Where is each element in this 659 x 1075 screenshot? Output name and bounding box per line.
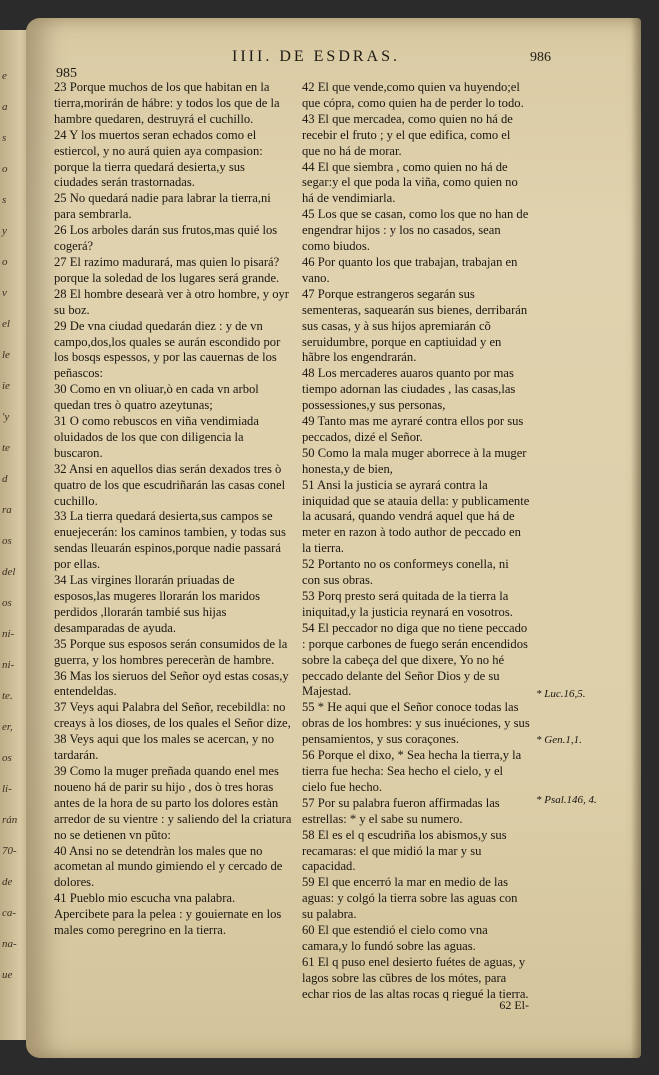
- facing-page-fragment: a: [2, 101, 8, 113]
- facing-page-fragment: 70-: [2, 845, 17, 857]
- facing-page-fragment: rán: [2, 814, 18, 826]
- margin-note: * Luc.16,5.: [536, 688, 586, 700]
- verse: 45 Los que se casan, como los que no han de engendrar hijos : y los no casados, sean como biudos.: [302, 207, 529, 254]
- facing-page-fragment: v: [2, 287, 7, 299]
- facing-page-fragment: ue: [2, 969, 13, 981]
- verse: 53 Porq presto será quitada de la tierra la iniquitad,y la justicia reynará en vosotros.: [302, 589, 513, 619]
- verse: 30 Como en vn oliuar,ò en cada vn arbol quedan tres ò quatro azeytunas;: [54, 382, 259, 413]
- verse: 34 Las virgines llorarán priuadas de esposos,las mugeres llorarán los maridos perdidos ,llorarán tambié sus hijas desamparadas de ayuda.: [54, 573, 261, 635]
- facing-page-fragment: te: [2, 442, 10, 454]
- verse: 46 Por quanto los que trabajan, trabajan en vano.: [302, 254, 518, 285]
- verse: 39 Como la muger preñada quando enel mes noueno há de parir su hijo , dos ò tres horas antes de la hora de su parto los dolores estàn arredor de su vientre : y saliendo del la criatura no se detienen vn pũto:: [54, 763, 292, 842]
- facing-page-fragment: os: [2, 535, 12, 547]
- margin-note: * Gen.1,1.: [536, 734, 582, 746]
- facing-page-fragment: li-: [2, 783, 12, 795]
- verse: 24 Y los muertos seran echados como el estiercol, y no aurá quien aya compasion: porque la tierra quedará desierta,y sus ciudades serán trastornadas.: [54, 127, 263, 190]
- facing-page-fragment: del: [2, 566, 16, 578]
- facing-page-fragment: d: [2, 473, 8, 485]
- facing-page-fragment: s: [2, 132, 7, 144]
- facing-page-fragment: de: [2, 876, 13, 888]
- facing-page-fragment: te.: [2, 690, 13, 702]
- page-number-right: 986: [530, 50, 551, 65]
- facing-page-fragment: ni-: [2, 628, 15, 640]
- verse: 49 Tanto mas me ayraré contra ellos por sus peccados, dizé el Señor.: [302, 414, 524, 444]
- verse: 38 Veys aqui que los males se acercan, y no tardarán.: [54, 732, 275, 763]
- facing-page-fragment: ie: [2, 380, 10, 392]
- facing-page-fragment: os: [2, 752, 12, 764]
- verse: 36 Mas los sieruos del Señor oyd estas cosas,y entendeldas.: [54, 668, 289, 699]
- page-edge-shadow: [631, 18, 641, 1058]
- verse: 26 Los arboles darán sus frutos,mas quié los cogerá?: [54, 223, 278, 254]
- verse: 28 El hombre desearà ver à otro hombre, y oyr su boz.: [54, 286, 290, 317]
- running-title: IIII. DE ESDRAS.: [232, 48, 400, 65]
- verse: 60 El que estendió el cielo como vna camara,y lo fundó sobre las aguas.: [302, 923, 488, 953]
- facing-page-fragment: ni-: [2, 659, 15, 671]
- facing-page-fragment: s: [2, 194, 7, 206]
- verse: 41 Pueblo mio escucha vna palabra. Apercibete para la pelea : y gouiernate en los males como peregrino en la tierra.: [54, 891, 282, 938]
- verse: 52 Portanto no os conformeys conella, ni con sus obras.: [302, 557, 509, 588]
- verse: 35 Porque sus esposos serán consumidos de la guerra, y los hombres pereceràn de hambre.: [54, 636, 288, 667]
- text-column-left: [54, 80, 292, 939]
- book-page: [26, 18, 641, 1058]
- verse: 40 Ansi no se detendràn los males que no acometan al mundo gimiendo el y cercado de dolores.: [54, 843, 283, 890]
- verse: 50 Como la mala muger aborrece à la muger honesta,y de bien,: [302, 445, 527, 476]
- verse: 44 El que siembra , como quien no há de segar:y el que poda la viña, como quien no há de vendimiarla.: [302, 159, 518, 206]
- verse: 47 Porque estrangeros segarán sus sementeras, saquearán sus bienes, derribarán sus casas, y à sus hijos apremiarán cõ seruidumbre, porque en captiuidad y en hãbre los engendrarán.: [302, 286, 528, 365]
- facing-page-fragment: ra: [2, 504, 12, 516]
- facing-page-fragment: er,: [2, 721, 13, 733]
- verse: 29 De vna ciudad quedarán diez : y de vn campo,dos,los quales se aurán escondido por los bosqs espessos, y por las cauernas de los peñascos:: [54, 318, 281, 381]
- verse: 57 Por su palabra fueron affirmadas las estrellas: * y el sabe su numero.: [302, 795, 500, 826]
- facing-page-fragment: o: [2, 256, 8, 268]
- verse: 48 Los mercaderes auaros quanto por mas tiempo adornan las ciudades , las casas,las possessiones,y sus personas,: [302, 366, 516, 413]
- verse: 61 El q puso enel desierto fuétes de aguas, y lagos sobre las cũbres de los mótes, para echar rios de las altas rocas q riegué la tierra.: [302, 954, 529, 1001]
- facing-page-fragment: na-: [2, 938, 17, 950]
- facing-page-fragment: o: [2, 163, 8, 175]
- verse: 23 Porque muchos de los que habitan en la tierra,morirán de hábre: y todos los que de la hambre quedaren, destruyrá el cuchillo.: [54, 80, 280, 126]
- facing-page-fragment: e: [2, 70, 7, 82]
- facing-page-fragment: os: [2, 597, 12, 609]
- verse: 56 Porque el dixo, * Sea hecha la tierra,y la tierra fue hecha: Sea hecho el cielo, y el cielo fue hecho.: [302, 748, 522, 794]
- verse: 51 Ansi la justicia se ayrará contra la iniquidad que se atauia della: y publicamente la acusará, quando vendrá aquel que há de meter en razon à todo author de peccado en la tierra.: [302, 477, 530, 556]
- facing-page-fragment: ca-: [2, 907, 17, 919]
- verse: 58 El es el q escudriña los abismos,y sus recamaras: el que midió la mar y su capacidad.: [302, 827, 507, 874]
- margin-note: * Psal.146, 4.: [536, 794, 597, 806]
- verse: 43 El que mercadea, como quien no há de recebir el fruto ; y el que edifica, como el que no há de morar.: [302, 111, 513, 158]
- facing-page-fragment: y: [2, 225, 7, 237]
- verse: 37 Veys aqui Palabra del Señor, recebildla: no creays à los dioses, de los quales el Señor dize,: [54, 700, 291, 731]
- verse: 55 * He aqui que el Señor conoce todas las obras de los hombres: y sus inuéciones, y sus pensamientos, y sus coraçones.: [302, 700, 530, 747]
- text-column-right: [302, 80, 530, 1003]
- verse: 59 El que encerró la mar en medio de las aguas: y colgó la tierra sobre las aguas con su palabra.: [302, 875, 518, 922]
- verse: 25 No quedará nadie para labrar la tierra,ni para sembrarla.: [54, 191, 271, 222]
- verse: 42 El que vende,como quien va huyendo;el que cópra, como quien ha de perder lo todo.: [302, 80, 524, 110]
- verse: 27 El razimo madurará, mas quien lo pisará? porque la soledad de los lugares será grande.: [54, 254, 280, 285]
- verse: 33 La tierra quedará desierta,sus campos se enuejecerán: los caminos tambien, y todas sus sendas lleuarán espinos,porque nadie passará por ellas.: [54, 509, 286, 572]
- facing-page-fragment: el: [2, 318, 10, 330]
- facing-page-fragment: 'y: [2, 411, 10, 423]
- verse: 32 Ansi en aquellos dias serán dexados tres ò quatro de los que escudriñarán las casas conel cuchillo.: [54, 461, 286, 508]
- page-number-left: 985: [56, 66, 77, 81]
- verse: 31 O como rebuscos en viña vendimiada oluidados de los que con diligencia la buscaron.: [54, 414, 259, 460]
- catchword: 62 El-: [499, 998, 529, 1012]
- verse: 54 El peccador no diga que no tiene peccado : porque carbones de fuego serán encendidos sobre la cabeça del que dixere, Yo no hé peccado delante del Señor Dios y de su Majestad.: [302, 620, 528, 699]
- facing-page-fragment: le: [2, 349, 10, 361]
